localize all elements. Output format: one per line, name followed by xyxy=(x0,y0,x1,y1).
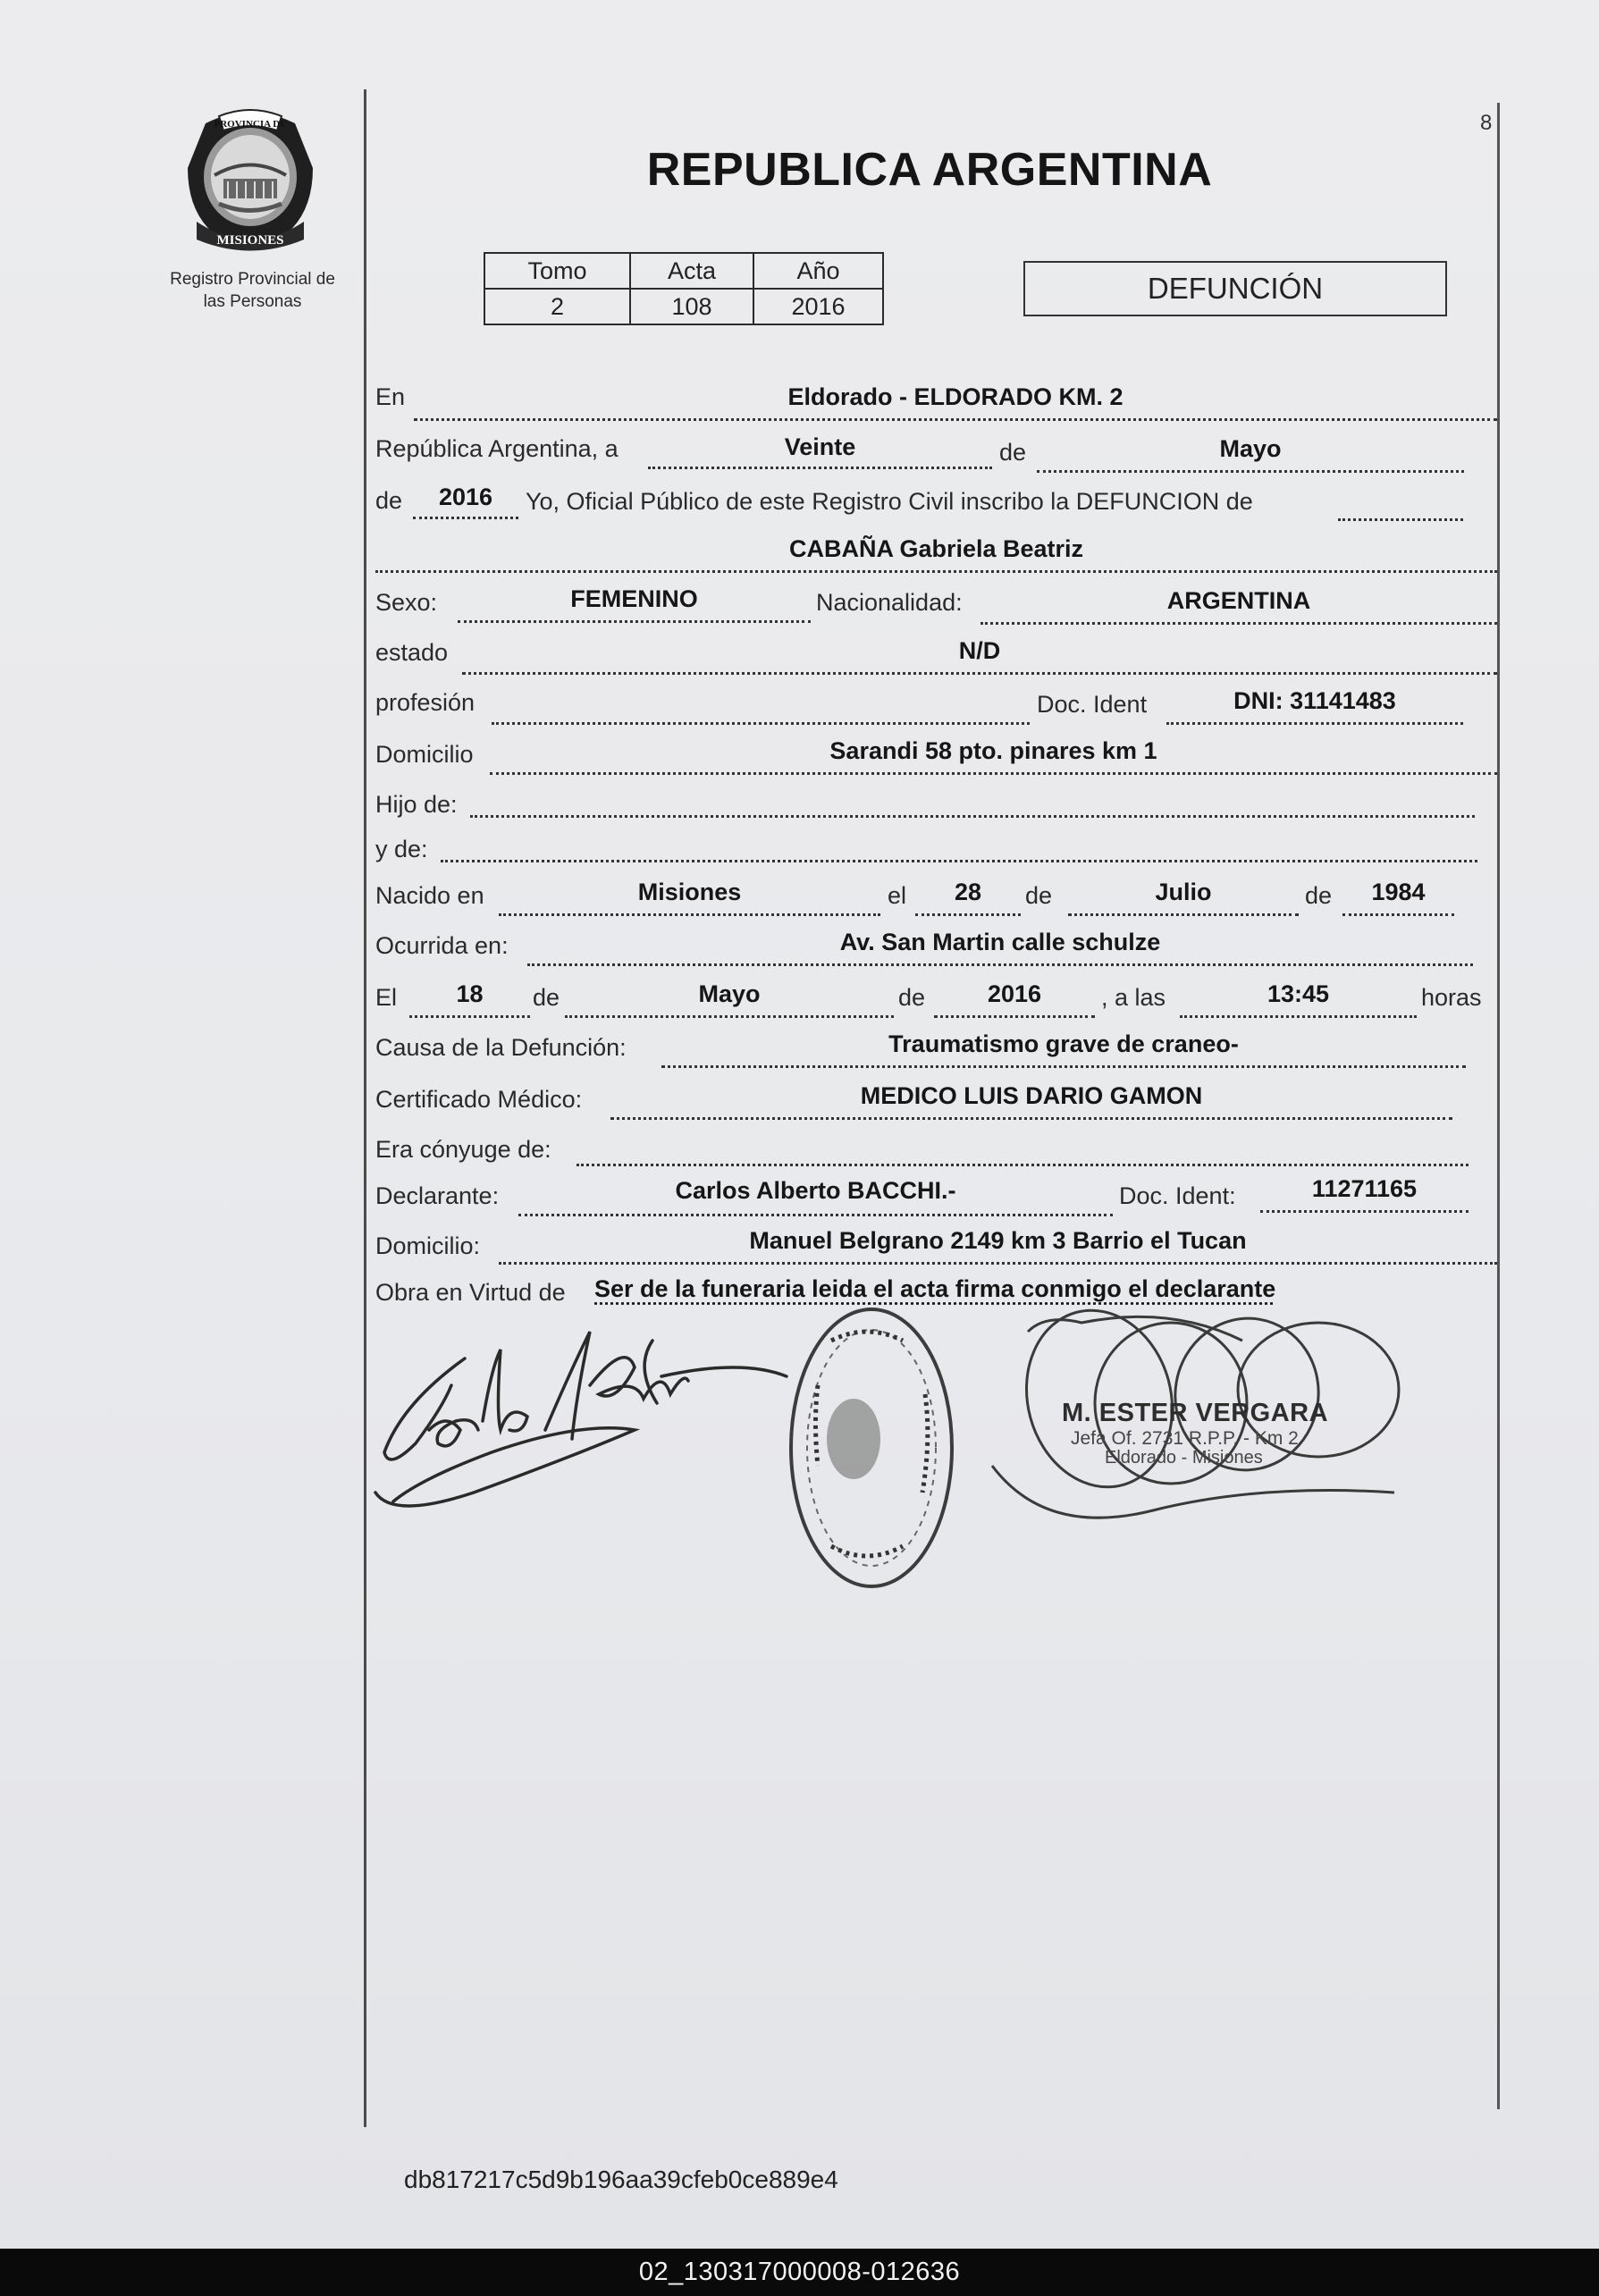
anio-value: 2016 xyxy=(438,484,493,510)
declarante-value: Carlos Alberto BACCHI.- xyxy=(675,1177,956,1204)
declarante-label: Declarante: xyxy=(375,1182,500,1209)
official-stamp-line2: Jefa Of. 2731 R.P.P. - Km 2 xyxy=(1071,1428,1299,1449)
a-las-label: , a las xyxy=(1101,984,1166,1011)
misiones-province-seal-icon xyxy=(179,105,322,253)
official-stamp-name: M. ESTER VERGARA xyxy=(1062,1399,1329,1427)
causa-label: Causa de la Defunción: xyxy=(375,1034,627,1061)
acta-header: Acta xyxy=(630,253,753,289)
de-label-6: de xyxy=(898,984,926,1011)
def-hora-line xyxy=(1180,1015,1417,1018)
mes-line xyxy=(1037,470,1464,473)
def-anio-line xyxy=(934,1015,1095,1018)
certificado-line xyxy=(610,1117,1452,1120)
sexo-value: FEMENINO xyxy=(570,585,698,612)
obra-label: Obra en Virtud de xyxy=(375,1279,566,1306)
declarante-line xyxy=(518,1214,1113,1216)
obra-value: Ser de la funeraria leida el acta firma conmigo el declarante xyxy=(594,1275,1276,1302)
anio-value: 2016 xyxy=(753,289,883,324)
record-table-header-row xyxy=(484,253,883,289)
hijo-label: Hijo de: xyxy=(375,791,458,818)
doc-ident2-value: 11271165 xyxy=(1311,1175,1418,1202)
estado-value: N/D xyxy=(958,637,1001,664)
nombre-line xyxy=(375,570,1497,573)
tomo-header: Tomo xyxy=(484,253,630,289)
doc-ident2-label: Doc. Ident: xyxy=(1119,1182,1236,1209)
sexo-line xyxy=(458,620,811,623)
estado-label: estado xyxy=(375,639,449,666)
domicilio-line xyxy=(490,772,1497,775)
acta-value: 108 xyxy=(630,289,753,324)
causa-line xyxy=(661,1065,1466,1068)
document-hash: db817217c5d9b196aa39cfeb0ce889e4 xyxy=(404,2166,838,2193)
profesion-label: profesión xyxy=(375,689,475,716)
nacido-dia-value: 28 xyxy=(954,879,982,905)
nacido-lugar-line xyxy=(499,913,880,916)
domicilio2-label: Domicilio: xyxy=(375,1232,481,1259)
left-margin-line xyxy=(364,89,366,2127)
dia-line xyxy=(648,467,992,469)
seal-text-top: PROVINCIA DE xyxy=(214,119,287,130)
ocurrida-line xyxy=(527,963,1473,966)
nacionalidad-line xyxy=(980,622,1497,625)
nacionalidad-value: ARGENTINA xyxy=(1166,587,1311,614)
tomo-value: 2 xyxy=(484,289,630,324)
document-type-box: DEFUNCIÓN xyxy=(1023,261,1447,316)
official-round-seal-icon xyxy=(791,1309,952,1586)
seal-text-bottom: MISIONES xyxy=(216,233,284,248)
anio-line xyxy=(413,517,518,519)
en-label: En xyxy=(375,383,406,410)
certificado-label: Certificado Médico: xyxy=(375,1086,583,1113)
horas-label: horas xyxy=(1421,984,1482,1011)
doc-ident2-line xyxy=(1260,1210,1469,1213)
hijo-line xyxy=(470,815,1475,818)
conyuge-label: Era cónyuge de: xyxy=(375,1136,551,1163)
en-line xyxy=(414,418,1497,421)
page-number: 8 xyxy=(1480,111,1493,135)
registry-line-2: las Personas xyxy=(203,292,302,311)
de-label-2: de xyxy=(375,487,403,514)
domicilio-label: Domicilio xyxy=(375,741,474,768)
domicilio-value: Sarandi 58 pto. pinares km 1 xyxy=(829,737,1157,764)
ocurrida-value: Av. San Martin calle schulze xyxy=(839,929,1161,955)
sexo-label: Sexo: xyxy=(375,589,438,616)
anio-header: Año xyxy=(753,253,883,289)
nacido-dia-line xyxy=(915,913,1021,916)
y-de-line xyxy=(441,860,1477,862)
de-label-3: de xyxy=(1025,882,1053,909)
right-margin-line xyxy=(1497,103,1500,2109)
republica-label: República Argentina, a xyxy=(375,435,619,462)
nacido-mes-line xyxy=(1068,913,1299,916)
nacido-anio-value: 1984 xyxy=(1371,879,1426,905)
doc-ident-value: DNI: 31141483 xyxy=(1233,687,1396,714)
y-de-label: y de: xyxy=(375,836,428,862)
dia-value: Veinte xyxy=(784,433,856,460)
nacido-anio-line xyxy=(1342,913,1454,916)
doc-ident-line xyxy=(1166,722,1463,725)
el-label: el xyxy=(888,882,907,909)
def-mes-value: Mayo xyxy=(698,980,761,1007)
record-table xyxy=(484,252,884,325)
record-table-value-row xyxy=(484,289,883,324)
nacionalidad-label: Nacionalidad: xyxy=(816,589,963,616)
domicilio2-value: Manuel Belgrano 2149 km 3 Barrio el Tucan xyxy=(749,1227,1247,1254)
ocurrida-label: Ocurrida en: xyxy=(375,932,509,959)
image-code: 02_130317000008-012636 xyxy=(638,2258,961,2286)
def-mes-line xyxy=(565,1015,894,1018)
causa-value: Traumatismo grave de craneo- xyxy=(888,1030,1239,1057)
nombre-value: CABAÑA Gabriela Beatriz xyxy=(788,535,1084,562)
estado-line xyxy=(462,672,1497,675)
de-label-5: de xyxy=(533,984,560,1011)
signatures-area xyxy=(366,1287,1493,1627)
profesion-line xyxy=(492,722,1030,725)
en-value: Eldorado - ELDORADO KM. 2 xyxy=(787,383,1124,410)
mes-value: Mayo xyxy=(1219,435,1282,462)
def-dia-line xyxy=(409,1015,530,1018)
registry-label xyxy=(143,268,362,313)
el-cap-label: El xyxy=(375,984,398,1011)
registry-line-1: Registro Provincial de xyxy=(170,270,335,289)
doc-ident-label: Doc. Ident xyxy=(1037,691,1148,718)
page-title: REPUBLICA ARGENTINA xyxy=(646,144,1213,196)
de-label-1: de xyxy=(999,439,1027,466)
yo-text: Yo, Oficial Público de este Registro Civil inscribo la DEFUNCION de xyxy=(526,488,1253,515)
de-label-4: de xyxy=(1305,882,1333,909)
domicilio2-line xyxy=(499,1262,1497,1265)
nacido-mes-value: Julio xyxy=(1155,879,1212,905)
declarant-signature-icon xyxy=(375,1332,787,1506)
def-dia-value: 18 xyxy=(456,980,484,1007)
nacido-label: Nacido en xyxy=(375,882,484,909)
nacido-lugar-value: Misiones xyxy=(637,879,742,905)
conyuge-line xyxy=(576,1164,1469,1166)
yo-tail-line xyxy=(1338,518,1463,521)
certificado-value: MEDICO LUIS DARIO GAMON xyxy=(860,1082,1203,1109)
def-hora-value: 13:45 xyxy=(1267,980,1330,1007)
official-stamp-line3: Eldorado - Misiones xyxy=(1105,1448,1263,1468)
def-anio-value: 2016 xyxy=(987,980,1042,1007)
